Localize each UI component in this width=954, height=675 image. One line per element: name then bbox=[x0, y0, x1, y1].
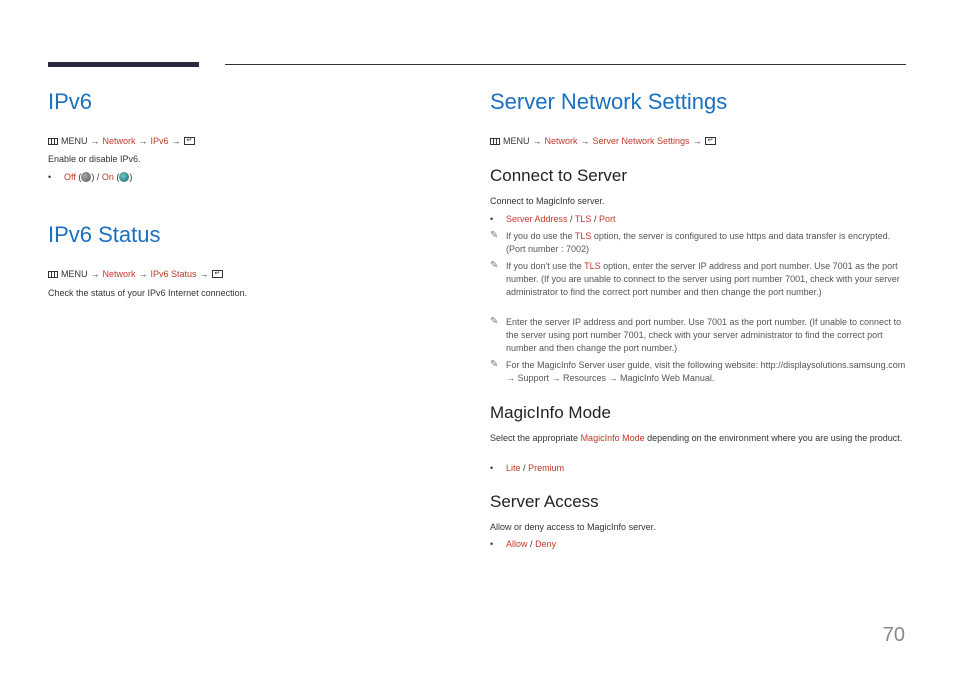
option-server-address: Server Address bbox=[506, 214, 568, 224]
desc-text: Select the appropriate bbox=[490, 433, 581, 443]
option-separator: / bbox=[96, 172, 100, 182]
note-tls-not-used bbox=[490, 260, 906, 299]
menu-icon bbox=[490, 138, 500, 145]
enter-icon bbox=[212, 270, 223, 278]
note-tls: TLS bbox=[584, 261, 601, 271]
path-ipv6-status: IPv6 Status bbox=[150, 269, 197, 279]
menu-label: MENU bbox=[61, 269, 88, 279]
path-arrow: → bbox=[171, 136, 181, 146]
ipv6-description: Enable or disable IPv6. bbox=[48, 154, 141, 164]
option-allow: Allow bbox=[506, 539, 528, 549]
path-arrow: → bbox=[138, 269, 148, 279]
header-bar-thick bbox=[48, 62, 199, 67]
ipv6-status-menu-path bbox=[48, 269, 223, 279]
pencil-icon: ✎ bbox=[490, 359, 499, 370]
server-network-menu-path bbox=[490, 136, 716, 146]
path-arrow: → bbox=[90, 269, 100, 279]
path-arrow: → bbox=[138, 136, 148, 146]
option-premium: Premium bbox=[528, 463, 565, 473]
magicinfo-options bbox=[490, 463, 565, 473]
menu-icon bbox=[48, 271, 58, 278]
toggle-on-icon bbox=[119, 172, 129, 182]
desc-text: depending on the environment where you are using the product. bbox=[644, 433, 903, 443]
ipv6-menu-path bbox=[48, 136, 195, 146]
enter-icon bbox=[705, 137, 716, 145]
bullet-dot: • bbox=[490, 214, 494, 224]
server-network-settings-title: Server Network Settings bbox=[490, 89, 728, 114]
ipv6-status-title: IPv6 Status bbox=[48, 222, 161, 247]
connect-options bbox=[490, 214, 616, 224]
bullet-dot: • bbox=[490, 539, 494, 549]
note-text: option, the server is configured to use https and data transfer is encrypted. (Port number : 7002) bbox=[506, 231, 891, 254]
server-access-heading: Server Access bbox=[490, 492, 599, 511]
magicinfo-mode-heading: MagicInfo Mode bbox=[490, 403, 611, 422]
bullet-dot: • bbox=[490, 463, 494, 473]
path-arrow: → bbox=[532, 136, 542, 146]
note-enter-ip bbox=[490, 316, 906, 355]
option-tls: TLS bbox=[574, 214, 592, 224]
page-number: 70 bbox=[882, 624, 905, 646]
path-arrow: → bbox=[90, 136, 100, 146]
option-separator: / bbox=[523, 463, 526, 473]
path-network: Network bbox=[102, 269, 136, 279]
path-network: Network bbox=[544, 136, 578, 146]
menu-icon bbox=[48, 138, 58, 145]
note-text: Enter the server IP address and port number. Use 7001 as the port number. (If unable to connect to the server using port number 7001, check with your server administrator to find the correct port number and then change the port number.) bbox=[506, 317, 902, 353]
toggle-off-icon bbox=[81, 172, 91, 182]
path-arrow: → bbox=[580, 136, 590, 146]
connect-to-server-heading: Connect to Server bbox=[490, 166, 628, 185]
option-lite: Lite bbox=[506, 463, 521, 473]
option-off: Off bbox=[64, 172, 76, 182]
bullet-dot: • bbox=[48, 172, 52, 182]
menu-label: MENU bbox=[503, 136, 530, 146]
path-arrow: → bbox=[692, 136, 702, 146]
option-separator: / bbox=[570, 214, 573, 224]
option-separator: / bbox=[593, 214, 597, 224]
option-deny: Deny bbox=[535, 539, 557, 549]
option-separator: / bbox=[530, 539, 533, 549]
magicinfo-description bbox=[490, 432, 908, 445]
note-tls-used bbox=[490, 230, 902, 256]
ipv6-options: • Off ( ) / On ( ) bbox=[48, 172, 133, 182]
server-access-description: Allow or deny access to MagicInfo server. bbox=[490, 522, 656, 532]
connect-description: Connect to MagicInfo server. bbox=[490, 196, 605, 206]
server-access-options bbox=[490, 539, 557, 549]
desc-magicinfo-mode: MagicInfo Mode bbox=[580, 433, 645, 443]
header-bar-thin bbox=[225, 64, 906, 65]
note-text: If you do use the bbox=[506, 231, 575, 241]
option-on: On bbox=[101, 172, 114, 182]
ipv6-status-description: Check the status of your IPv6 Internet connection. bbox=[48, 288, 248, 298]
note-text: option, enter the server IP address and port number. Use 7001 as the port number. (If you are unable to connect to the server using port number 7001, check with your server administrator to find the correct port number and then change the port number.) bbox=[506, 261, 900, 297]
note-text: If you don't use the bbox=[506, 261, 585, 271]
path-arrow: → bbox=[199, 269, 209, 279]
note-text: For the MagicInfo Server user guide, visit the following website: http://displaysolutions.samsung.com → Support → Resources → MagicInfo Web Manual. bbox=[506, 360, 906, 383]
pencil-icon: ✎ bbox=[490, 230, 499, 241]
path-server-network-settings: Server Network Settings bbox=[592, 136, 690, 146]
note-user-guide bbox=[490, 359, 906, 385]
path-ipv6: IPv6 bbox=[150, 136, 169, 146]
pencil-icon: ✎ bbox=[490, 316, 499, 327]
path-network: Network bbox=[102, 136, 136, 146]
enter-icon bbox=[184, 137, 195, 145]
ipv6-title: IPv6 bbox=[48, 89, 93, 114]
pencil-icon: ✎ bbox=[490, 260, 499, 271]
option-port: Port bbox=[598, 214, 616, 224]
note-tls: TLS bbox=[574, 231, 592, 241]
menu-label: MENU bbox=[61, 136, 88, 146]
